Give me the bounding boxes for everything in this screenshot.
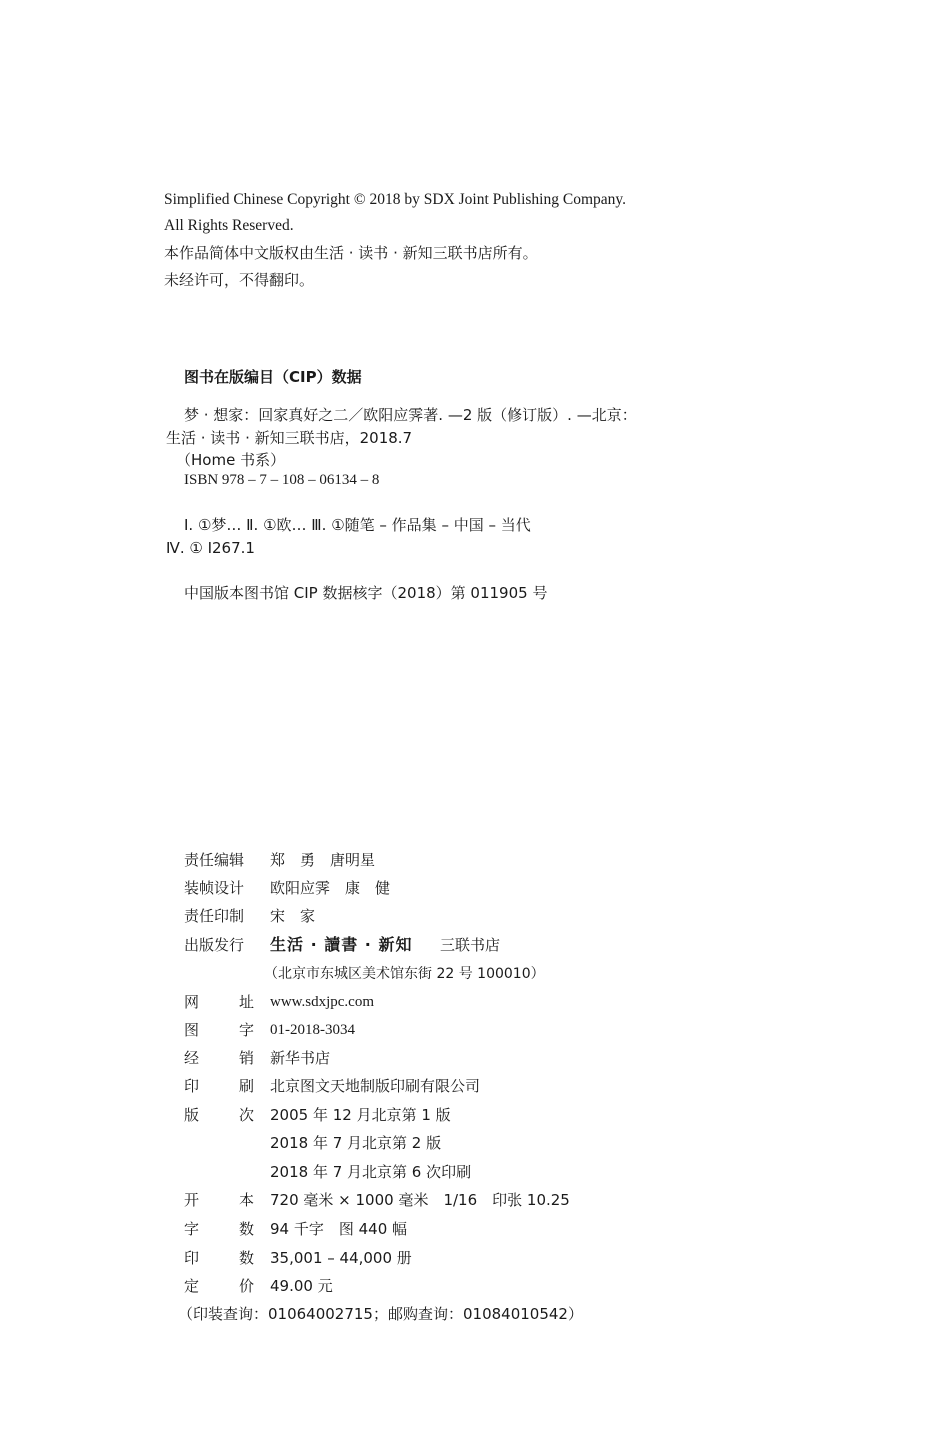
imprint-label: 责任编辑 (184, 851, 245, 869)
imprint-value: 2018 年 7 月北京第 6 次印刷 (270, 1163, 472, 1181)
publisher-address: （北京市东城区美术馆东街 22 号 100010） (264, 966, 545, 982)
cip-isbn: ISBN 978 – 7 – 108 – 06134 – 8 (184, 472, 380, 488)
imprint-label: 出版发行 (184, 936, 245, 954)
copyright-line-chinese: 本作品简体中文版权由生活 · 读书 · 新知三联书店所有。 (164, 244, 538, 262)
imprint-value: 2005 年 12 月北京第 1 版 (270, 1106, 451, 1124)
imprint-value: 新华书店 (270, 1049, 331, 1067)
cip-line-2: 生活 · 读书 · 新知三联书店，2018.7 (166, 429, 413, 447)
cip-class-number: Ⅳ. ① I267.1 (166, 539, 255, 557)
cip-classification: Ⅰ. ①梦… Ⅱ. ①欧… Ⅲ. ①随笔 – 作品集 – 中国 – 当代 (184, 516, 531, 534)
imprint-value: 720 毫米 × 1000 毫米 1/16 印张 10.25 (270, 1191, 570, 1209)
imprint-value: 35,001 – 44,000 册 (270, 1249, 412, 1267)
imprint-value (270, 933, 500, 957)
imprint-label: 开 本 (184, 1191, 254, 1209)
cip-record-number: 中国版本图书馆 CIP 数据核字（2018）第 011905 号 (184, 584, 548, 602)
website-link[interactable]: www.sdxjpc.com (270, 994, 375, 1010)
imprint-row-contact (178, 1302, 583, 1326)
imprint-label: 装帧设计 (184, 879, 245, 897)
imprint-value: 欧阳应霁 康 健 (270, 879, 391, 897)
imprint-label: 经 销 (184, 1049, 254, 1067)
publisher-name: 三联书店 (440, 936, 501, 954)
cip-line-1: 梦 · 想家：回家真好之二／欧阳应霁著. —2 版（修订版）. —北京： (184, 406, 637, 424)
imprint-value: 94 千字 图 440 幅 (270, 1220, 408, 1238)
imprint-value: 宋 家 (270, 907, 316, 925)
no-reprint-line: 未经许可，不得翻印。 (164, 271, 315, 289)
imprint-label: 印 刷 (184, 1077, 254, 1095)
imprint-value: 01-2018-3034 (270, 1022, 355, 1038)
rights-reserved-line: All Rights Reserved. (164, 217, 294, 234)
cip-line-3: （Home 书系） (176, 451, 286, 469)
imprint-value: 2018 年 7 月北京第 2 版 (270, 1134, 442, 1152)
imprint-label: 版 次 (184, 1106, 254, 1124)
contact-info: （印装查询：01064002715；邮购查询：01084010542） (178, 1305, 583, 1323)
imprint-value: 49.00 元 (270, 1277, 333, 1295)
copyright-line-english: Simplified Chinese Copyright © 2018 by SDX Joint Publishing Company. (164, 191, 627, 208)
cip-title: 图书在版编目（CIP）数据 (184, 368, 362, 386)
imprint-label: 责任印制 (184, 907, 245, 925)
imprint-label: 网 址 (184, 993, 254, 1011)
publisher-brand-logo: 生活 · 讀書 · 新知 (270, 935, 413, 954)
imprint-value: 郑 勇 唐明星 (270, 851, 376, 869)
imprint-value: 北京图文天地制版印刷有限公司 (270, 1077, 481, 1095)
imprint-label: 印 数 (184, 1249, 254, 1267)
imprint-label: 图 字 (184, 1021, 254, 1039)
imprint-label: 定 价 (184, 1277, 254, 1295)
imprint-label: 字 数 (184, 1220, 254, 1238)
